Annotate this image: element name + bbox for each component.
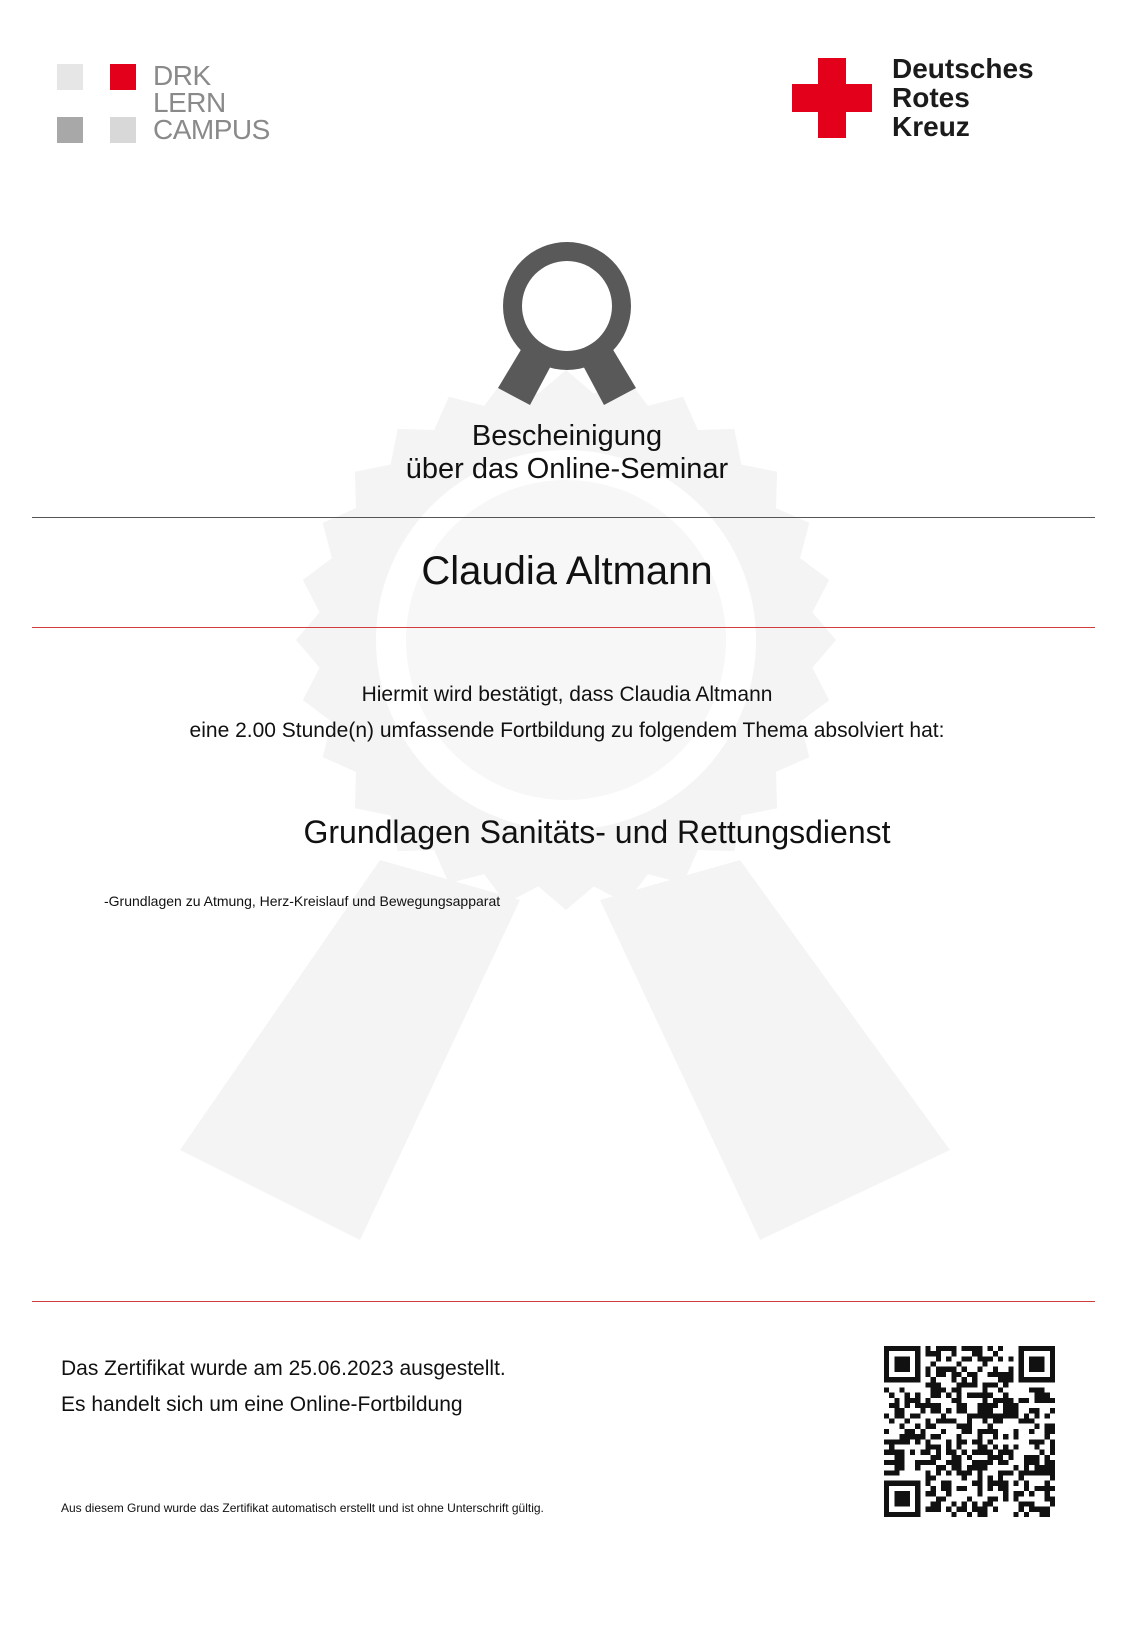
drk-logo-line: Rotes bbox=[892, 82, 970, 113]
issue-date-text: Das Zertifikat wurde am 25.06.2023 ausgestellt. bbox=[61, 1357, 506, 1380]
confirmation-line-2: eine 2.00 Stunde(n) umfassende Fortbildung zu folgendem Thema absolviert hat: bbox=[189, 719, 945, 742]
red-cross-icon bbox=[792, 58, 872, 138]
validity-note: Aus diesem Grund wurde das Zertifikat automatisch erstellt und ist ohne Unterschrift gültig. bbox=[61, 1501, 544, 1515]
qr-code bbox=[884, 1346, 1055, 1517]
divider-footer bbox=[32, 1301, 1095, 1302]
topic-title: Grundlagen Sanitäts- und Rettungsdienst bbox=[303, 814, 891, 850]
participant-name: Claudia Altmann bbox=[421, 549, 713, 593]
campus-logo-line: CAMPUS bbox=[153, 114, 270, 145]
logo-square-light bbox=[57, 64, 83, 90]
logo-square-red bbox=[110, 64, 136, 90]
logo-square-gray bbox=[57, 117, 83, 143]
drk-logo-line: Deutsches bbox=[892, 53, 1034, 84]
certificate-title: Bescheinigung bbox=[471, 420, 663, 452]
online-training-text: Es handelt sich um eine Online-Fortbildung bbox=[61, 1393, 463, 1416]
drk-logo-text bbox=[892, 54, 1034, 141]
campus-logo-line: DRK bbox=[153, 60, 211, 91]
confirmation-line-1: Hiermit wird bestätigt, dass Claudia Altmann bbox=[361, 683, 773, 706]
campus-logo-line: LERN bbox=[153, 87, 226, 118]
logo-square-lightgray bbox=[110, 117, 136, 143]
campus-logo-text bbox=[153, 62, 270, 143]
drk-logo-line: Kreuz bbox=[892, 111, 970, 142]
award-ribbon-icon bbox=[494, 240, 640, 408]
certificate-subtitle: über das Online-Seminar bbox=[405, 453, 729, 485]
divider-top bbox=[32, 517, 1095, 518]
divider-red bbox=[32, 627, 1095, 628]
topic-detail: -Grundlagen zu Atmung, Herz-Kreislauf und Bewegungsapparat bbox=[104, 893, 501, 909]
